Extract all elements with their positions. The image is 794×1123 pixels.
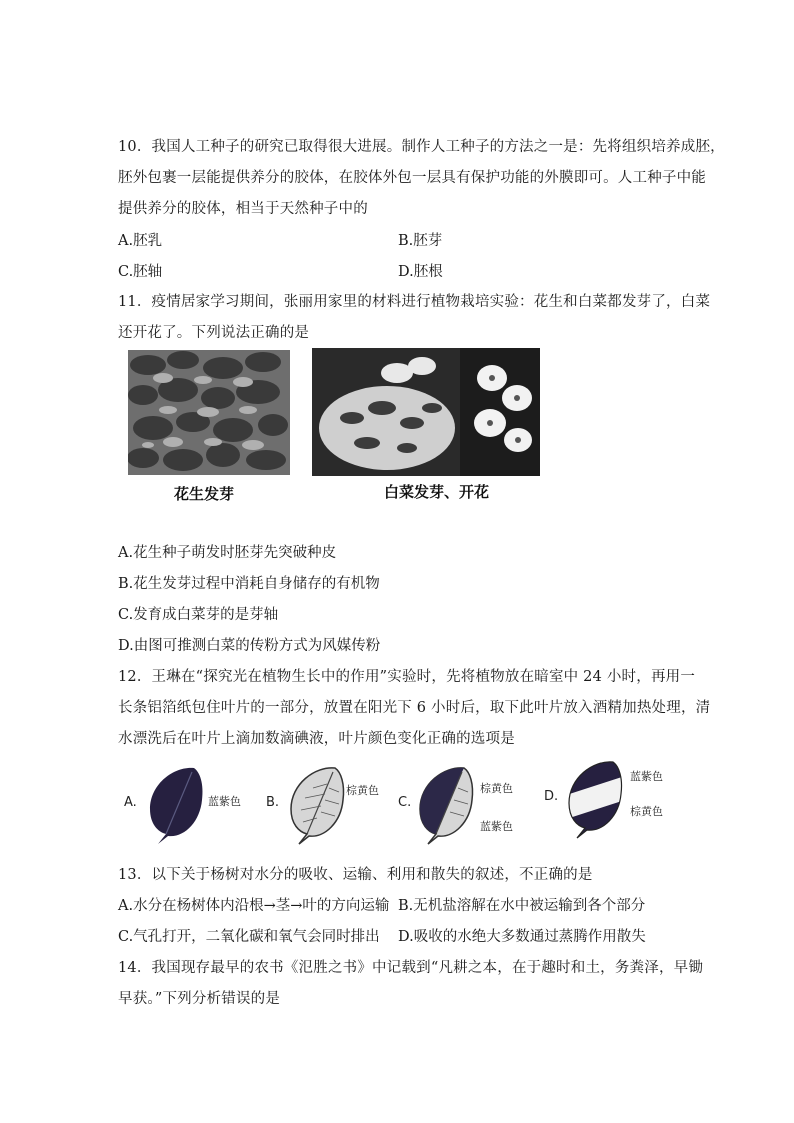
q12-stem-line1: 12．王琳在“探究光在植物生长中的作用”实验时，先将植物放在暗室中 24 小时，再用一 bbox=[118, 669, 696, 685]
q10-option-c: C.胚轴 bbox=[118, 264, 163, 280]
peanut-sprouting-photo bbox=[128, 350, 290, 475]
leaf-d-letter: D. bbox=[544, 789, 559, 804]
leaf-d-image bbox=[563, 758, 625, 840]
q11-option-b: B.花生发芽过程中消耗自身储存的有机物 bbox=[118, 576, 380, 592]
q11-option-a: A.花生种子萌发时胚芽先突破种皮 bbox=[118, 545, 337, 561]
q11-option-d: D.由图可推测白菜的传粉方式为风媒传粉 bbox=[118, 638, 381, 654]
cabbage-sprouting-flowering-photo bbox=[312, 348, 540, 476]
q13-stem-line1: 13．以下关于杨树对水分的吸收、运输、利用和散失的叙述，不正确的是 bbox=[118, 867, 593, 883]
leaf-c-image bbox=[414, 764, 476, 846]
q10-stem-line2: 胚外包裹一层能提供养分的胶体，在胶体外包一层具有保护功能的外膜即可。人工种子中能 bbox=[118, 170, 706, 186]
leaf-b-letter: B. bbox=[266, 795, 280, 810]
leaf-b-label: 棕黄色 bbox=[346, 784, 379, 797]
q13-option-a: A.水分在杨树体内沿根→茎→叶的方向运输 bbox=[118, 898, 390, 914]
leaf-d-label-bottom: 棕黄色 bbox=[630, 805, 663, 818]
q14-stem-line1: 14．我国现存最早的农书《氾胜之书》中记载到“凡耕之本，在于趣时和土，务粪泽，早锄 bbox=[118, 960, 704, 976]
q10-option-d: D.胚根 bbox=[398, 264, 443, 280]
leaf-a-image bbox=[144, 764, 206, 846]
q13-option-c: C.气孔打开，二氧化碳和氧气会同时排出 bbox=[118, 929, 380, 945]
q10-stem-line3: 提供养分的胶体，相当于天然种子中的 bbox=[118, 201, 368, 217]
leaf-a-letter: A. bbox=[124, 795, 137, 810]
q13-option-b: B.无机盐溶解在水中被运输到各个部分 bbox=[398, 898, 646, 914]
leaf-a-label: 蓝紫色 bbox=[208, 795, 241, 808]
peanut-photo-caption: 花生发芽 bbox=[174, 485, 235, 503]
q12-stem-line2: 长条铝箔纸包住叶片的一部分，放置在阳光下 6 小时后，取下此叶片放入酒精加热处理，清 bbox=[118, 700, 711, 716]
leaf-b-image bbox=[285, 764, 347, 846]
q10-stem-line1: 10．我国人工种子的研究已取得很大进展。制作人工种子的方法之一是：先将组织培养成胚， bbox=[118, 139, 725, 155]
q11-stem-line1: 11．疫情居家学习期间，张丽用家里的材料进行植物栽培实验：花生和白菜都发芽了，白菜 bbox=[118, 294, 711, 310]
leaf-c-label-bottom: 蓝紫色 bbox=[480, 820, 513, 833]
leaf-c-letter: C. bbox=[398, 795, 412, 810]
q11-stem-line2: 还开花了。下列说法正确的是 bbox=[118, 325, 310, 341]
q11-option-c: C.发育成白菜芽的是芽轴 bbox=[118, 607, 279, 623]
leaf-c-label-top: 棕黄色 bbox=[480, 782, 513, 795]
cabbage-photo-caption: 白菜发芽、开花 bbox=[384, 483, 490, 501]
leaf-d-label-top: 蓝紫色 bbox=[630, 770, 663, 783]
q12-stem-line3: 水漂洗后在叶片上滴加数滴碘液，叶片颜色变化正确的选项是 bbox=[118, 731, 515, 747]
q10-option-a: A.胚乳 bbox=[118, 233, 163, 249]
q13-option-d: D.吸收的水绝大多数通过蒸腾作用散失 bbox=[398, 929, 646, 945]
q10-option-b: B.胚芽 bbox=[398, 233, 443, 249]
q14-stem-line2: 早获。”下列分析错误的是 bbox=[118, 991, 281, 1007]
